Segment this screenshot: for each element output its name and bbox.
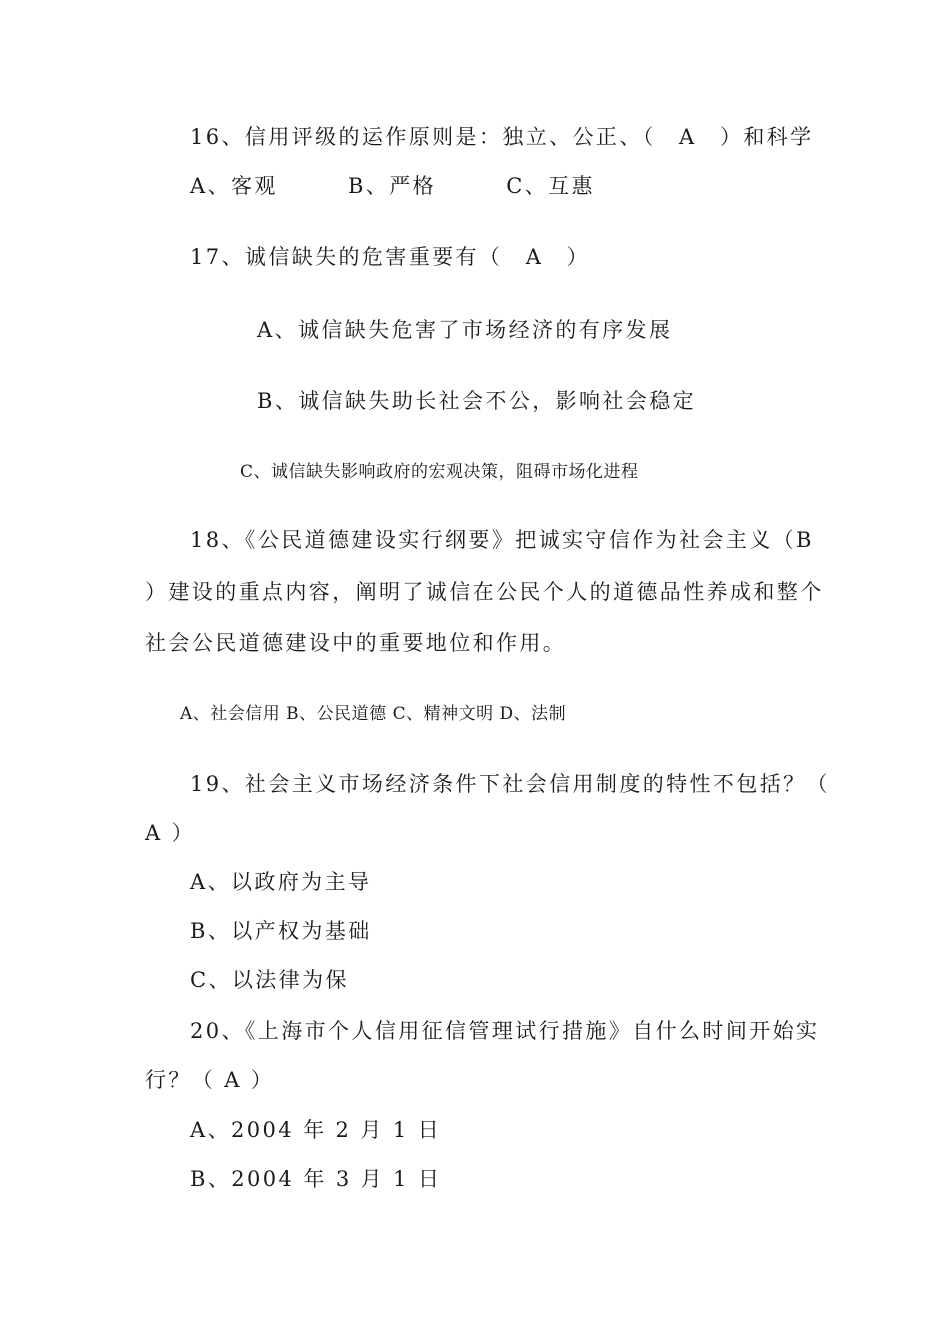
question-17-option-a: A、诚信缺失危害了市场经济的有序发展 bbox=[257, 318, 673, 342]
question-19-text-line-2: A ） bbox=[145, 821, 196, 845]
question-17-text: 17、诚信缺失的危害重要有（ A ） bbox=[190, 245, 591, 269]
question-19-option-c: C、以法律为保 bbox=[190, 968, 349, 992]
question-19-text-line-1: 19、社会主义市场经济条件下社会信用制度的特性不包括？（ bbox=[190, 772, 830, 796]
question-18-text-line-2: ）建设的重点内容，阐明了诚信在公民个人的道德品性养成和整个 bbox=[145, 580, 824, 604]
question-17-option-b: B、诚信缺失助长社会不公，影响社会稳定 bbox=[257, 389, 697, 413]
question-16-text: 16、信用评级的运作原则是：独立、公正、（ A ）和科学 bbox=[190, 125, 814, 149]
question-20-option-b: B、2004 年 3 月 1 日 bbox=[190, 1167, 442, 1191]
question-18-text-line-3: 社会公民道德建设中的重要地位和作用。 bbox=[145, 631, 567, 655]
question-18-options: A、社会信用 B、公民道德 C、精神文明 D、法制 bbox=[180, 704, 567, 724]
question-17-option-c: C、诚信缺失影响政府的宏观决策，阻碍市场化进程 bbox=[240, 462, 639, 482]
question-19-option-a: A、以政府为主导 bbox=[190, 870, 372, 894]
question-18-text-line-1: 18、《公民道德建设实行纲要》把诚实守信作为社会主义（B bbox=[190, 528, 814, 552]
question-20-option-a: A、2004 年 2 月 1 日 bbox=[190, 1118, 442, 1142]
question-20-text-line-2: 行？（ A ） bbox=[145, 1068, 275, 1092]
question-16-options: A、客观 B、严格 C、互惠 bbox=[190, 174, 595, 198]
question-19-option-b: B、以产权为基础 bbox=[190, 919, 372, 943]
question-20-text-line-1: 20、《上海市个人信用征信管理试行措施》自什么时间开始实 bbox=[190, 1019, 820, 1043]
